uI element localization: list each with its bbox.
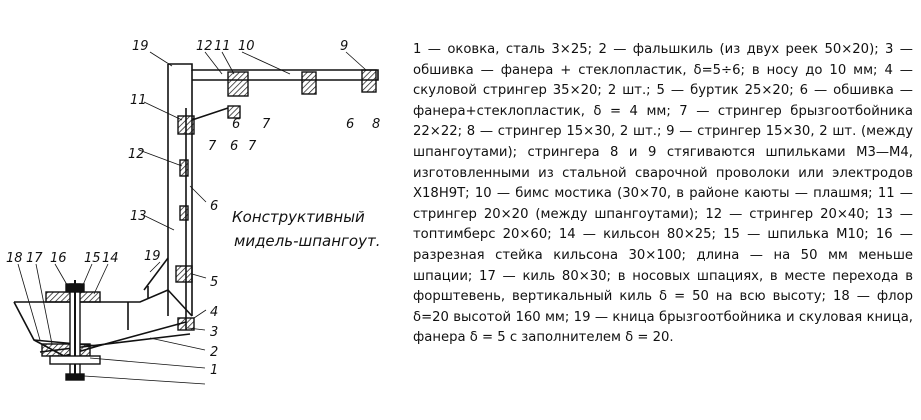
label-8: 8 [372, 117, 381, 132]
label-2: 2 [210, 345, 219, 360]
label-18: 18 [6, 251, 23, 266]
label-6-mid: 6 [230, 139, 239, 154]
legend-text: 1 — оковка, сталь 3×25; 2 — фальшкиль (из двух реек 50×20); 3 — обшивка — фанера + стеклопластик, δ=5÷6; в носу до 10 мм; 4 — скуловой стрингер 35×20; 2 шт.; 5 — буртик 25×20; 6 — обшивка — фанера+стеклопластик, δ = 4 мм; 7 — стрингер брызгоотбойника 22×22; 8 — стрингер 15×30, 2 шт.; 9 — стрингер 15×30, 2 шт. (между шпангоутами); стрингера 8 и 9 стягиваются шпильками М3—М4, изготовленными из стальной сварочной проволоки или электродов Х18Н9Т; 10 — бимс мостика (30×70, в районе каюты — плашмя; 11 — стрингер 20×20 (между шпангоутами); 12 — стрингер 20×40; 13 — топтимберс 20×60; 14 — кильсон 80×25; 15 — шпилька М10; 16 — разрезная стейка кильсона 30×100; длина — на 50 мм меньше шпации; 17 — киль 80×30; в носовых шпациях, в месте перехода в форштевень, вертикальный киль δ = 50 на всю высоту; 18 — флор δ=20 высотой 160 мм; 19 — кница брызгоотбойника и скуловая кница, фанера δ = 5 с заполнителем δ = 20. [413, 42, 913, 346]
label-4: 4 [210, 305, 219, 320]
label-6-right: 6 [346, 117, 355, 132]
caption-line-2: мидель-шпангоут. [234, 232, 381, 250]
label-6-side: 6 [210, 199, 219, 214]
label-7-upper: 7 [262, 117, 271, 132]
label-12-side: 12 [128, 147, 145, 162]
keel-assembly [42, 280, 100, 380]
label-19-bilge: 19 [144, 249, 161, 264]
frame-outline [168, 64, 228, 330]
label-19-top: 19 [132, 39, 149, 54]
label-16: 16 [50, 251, 67, 266]
label-6-upper: 6 [232, 117, 241, 132]
label-1: 1 [210, 363, 219, 378]
label-11-top: 11 [214, 39, 231, 54]
label-10: 10 [238, 39, 255, 54]
label-7-mid: 7 [208, 139, 217, 154]
deck-beam [168, 64, 378, 100]
label-3: 3 [210, 325, 219, 340]
label-7-mid2: 7 [248, 139, 257, 154]
label-12-top: 12 [196, 39, 213, 54]
label-5: 5 [210, 275, 219, 290]
label-13: 13 [130, 209, 147, 224]
label-14: 14 [102, 251, 119, 266]
label-9: 9 [340, 39, 349, 54]
caption-line-1: Конструктивный [232, 208, 365, 226]
label-15: 15 [84, 251, 101, 266]
deck-stringers [228, 70, 376, 118]
label-17: 17 [26, 251, 43, 266]
label-11-side: 11 [130, 93, 147, 108]
